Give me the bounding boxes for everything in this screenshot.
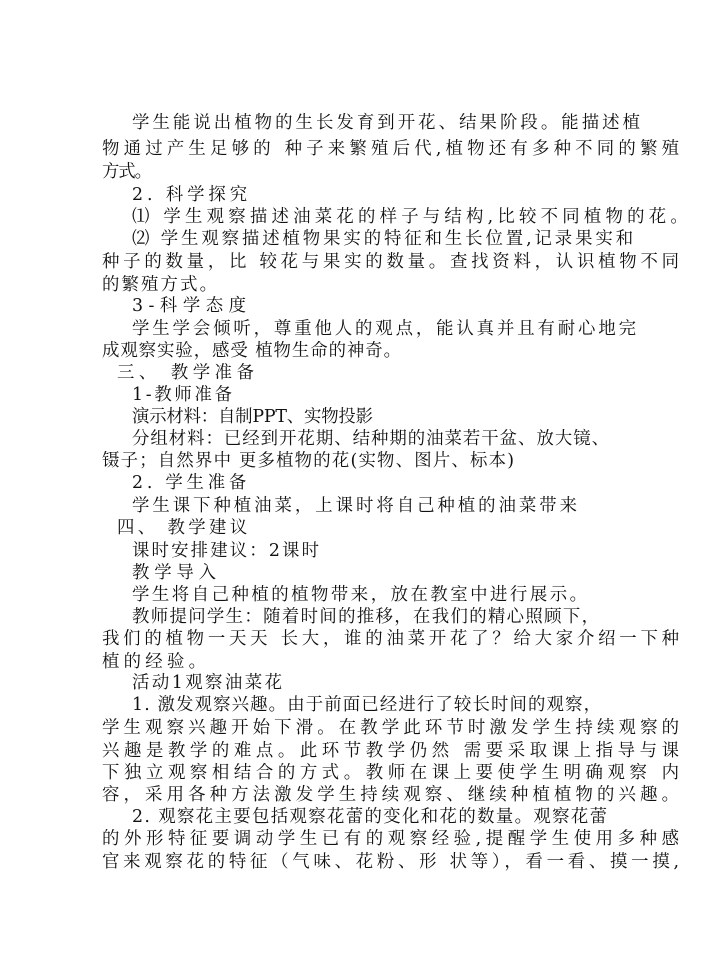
text-line: 官来观察花的特征（气味、花粉、形 状等），看一看、摸一摸,	[102, 852, 683, 872]
text-line: 2. 科学探究	[132, 185, 251, 205]
text-line: 学生将自己种植的植物带来，放在教室中进行展示。	[132, 585, 590, 605]
text-line: ⑵ 学生观察描述植物果实的特征和生长位置,记录果实和	[132, 229, 636, 249]
text-line: 我们的植物一天天 长大，谁的油菜开花了？给大家介绍一下种	[102, 629, 683, 649]
text-line: 2. 观察花主要包括观察花蕾的变化和花的数量。观察花蕾	[132, 807, 609, 827]
text-line: 的外形特征要调动学生已有的观察经验,提醒学生使用多种感	[102, 829, 684, 849]
text-line: 课时安排建议：2课时	[132, 541, 322, 561]
text-line: 镊子；自然界中 更多植物的花(实物、图片、标本)	[102, 451, 516, 471]
text-line: 教学导入	[132, 563, 221, 583]
text-line: 分组材料：已经到开花期、结种期的油菜若干盆、放大镜、	[132, 429, 610, 449]
text-line: 3-科学态度	[132, 296, 252, 316]
text-line: 活动1观察油菜花	[132, 673, 285, 693]
text-line: 物通过产生足够的 种子来繁殖后代,植物还有多种不同的繁殖	[102, 139, 684, 159]
text-line: 学生观察兴趣开始下滑。在教学此环节时激发学生持续观察的	[102, 718, 684, 738]
text-line: 1-教师准备	[132, 385, 235, 405]
text-line: 方式。	[102, 162, 151, 182]
text-line: 学生课下种植油菜，上课时将自己种植的油菜带来	[132, 496, 580, 516]
text-line: 成观察实验，感受 植物生命的神奇。	[102, 341, 402, 361]
text-line: 容，采用各种方法激发学生持续观察、继续种植植物的兴趣。	[102, 785, 684, 805]
text-line: 1. 激发观察兴趣。由于前面已经进行了较长时间的观察，	[132, 695, 603, 715]
text-line: 的繁殖方式。	[102, 275, 220, 295]
text-line: 2. 学生准备	[132, 473, 250, 493]
text-line: 兴趣是教学的难点。此环节教学仍然 需要采取课上指导与课	[102, 741, 684, 761]
text-line: 教师提问学生：随着时间的推移，在我们的精心照顾下，	[132, 607, 601, 627]
text-line: 学生能说出植物的生长发育到开花、结果阶段。能描述植	[132, 113, 644, 133]
text-line: 下独立观察相结合的方式。教师在课上要使学生明确观察 内	[102, 763, 684, 783]
text-line: 植的经验。	[102, 652, 211, 672]
text-line: 学生学会倾听，尊重他人的观点，能认真并且有耐心地完	[132, 319, 639, 339]
text-line: ⑴ 学生观察描述油菜花的样子与结构,比较不同植物的花。	[132, 207, 692, 227]
text-line: 种子的数量，比 较花与果实的数量。查找资料，认识植物不同	[102, 252, 683, 272]
text-line: 演示材料：自制PPT、实物投影	[132, 407, 373, 427]
text-line: 三、 教学准备	[117, 363, 259, 383]
text-line: 四、 教学建议	[117, 518, 251, 538]
